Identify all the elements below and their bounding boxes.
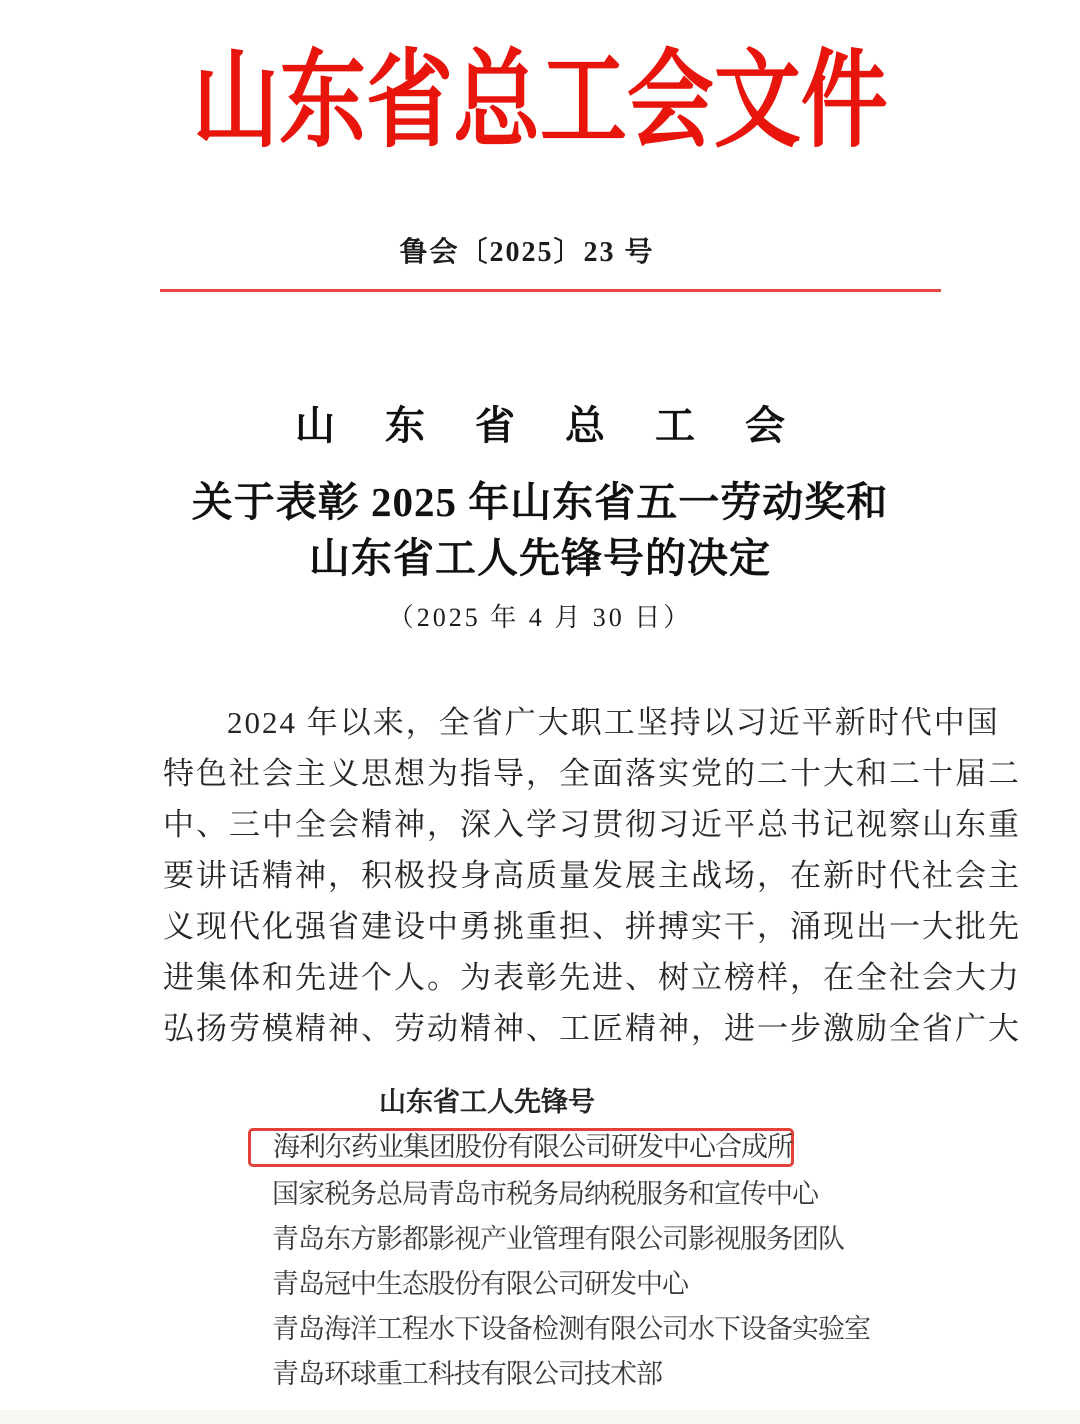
highlighted-award-item: 海利尔药业集团股份有限公司研发中心合成所 (273, 1132, 793, 1162)
body-line: 义现代化强省建设中勇挑重担、拼搏实干，涌现出一大批先 (163, 909, 1021, 944)
title-block (0, 402, 1080, 636)
body-line: 进集体和先进个人。为表彰先进、树立榜样，在全社会大力 (163, 960, 1021, 995)
body-line: 特色社会主义思想为指导，全面落实党的二十大和二十届二 (163, 756, 1021, 791)
decision-title-line-2: 山东省工人先锋号的决定 (309, 535, 771, 581)
list-item: 青岛东方影都影视产业管理有限公司影视服务团队 (272, 1224, 844, 1254)
body-line: 要讲话精神，积极投身高质量发展主战场，在新时代社会主 (163, 858, 1021, 893)
list-item: 青岛冠中生态股份有限公司研发中心 (272, 1269, 688, 1299)
doc-number: 鲁会〔2025〕23 号 (399, 237, 655, 268)
body-line: 中、三中全会精神，深入学习贯彻习近平总书记视察山东重 (163, 807, 1021, 842)
highlight-box (248, 1128, 794, 1167)
page-bottom-edge (0, 1410, 1080, 1424)
list-item: 国家税务总局青岛市税务局纳税服务和宣传中心 (272, 1179, 818, 1209)
body-line: 2024 年以来，全省广大职工坚持以习近平新时代中国 (227, 705, 1000, 740)
body-line: 弘扬劳模精神、劳动精神、工匠精神，进一步激励全省广大 (163, 1011, 1021, 1046)
red-separator-line (160, 289, 941, 292)
decision-title-line-1: 关于表彰 2025 年山东省五一劳动奖和 (191, 479, 889, 525)
section-heading: 山东省工人先锋号 (379, 1087, 595, 1117)
list-item: 青岛海洋工程水下设备检测有限公司水下设备实验室 (272, 1314, 870, 1344)
award-list (272, 1172, 1040, 1397)
body-paragraph (163, 697, 1021, 1054)
issue-date: （2025 年 4 月 30 日） (387, 603, 693, 632)
letterhead-title: 山东省总工会文件 (192, 43, 888, 160)
org-name-line: 山 东 省 总 工 会 (295, 403, 805, 448)
list-item: 青岛环球重工科技有限公司技术部 (272, 1359, 662, 1389)
